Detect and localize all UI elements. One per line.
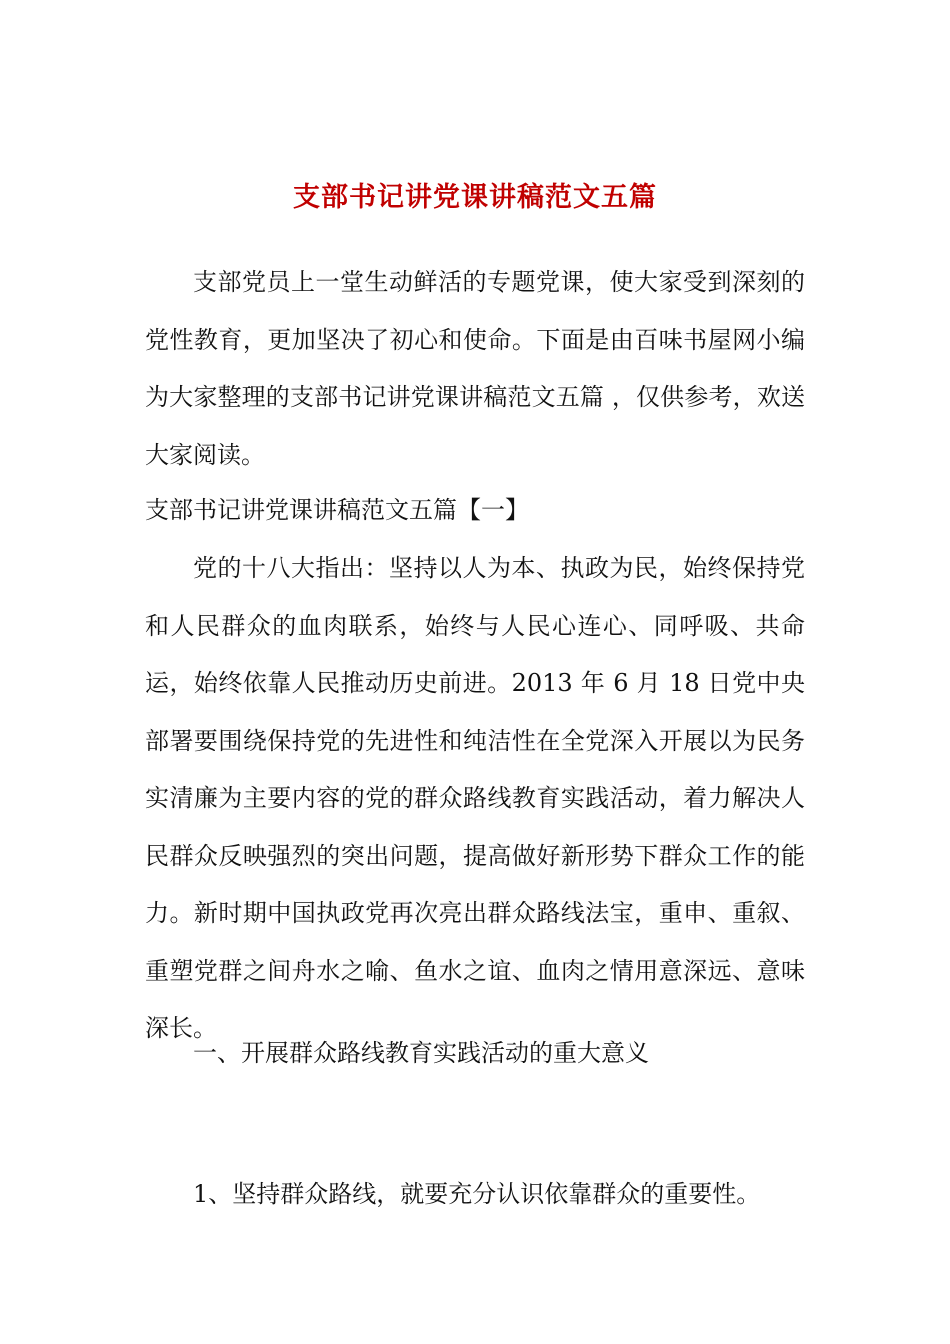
document-title: 支部书记讲党课讲稿范文五篇 (293, 182, 657, 213)
subsection-heading: 一、开展群众路线教育实践活动的重大意义 (193, 1039, 649, 1067)
section-heading-1: 支部书记讲党课讲稿范文五篇【一】 (145, 496, 529, 524)
body-paragraph-1: 党的十八大指出：坚持以人为本、执政为民，始终保持党和人民群众的血肉联系，始终与人民心连心、同呼吸、共命运，始终依靠人民推动历史前进。2013 年 6 月 18 日党中央部署要围绕保持党的先进性和纯洁性在全党深入开展以为民务实清廉为主要内容的党的群众路线教育实践活动，着力解决人民群众反映强烈的突出问题，提高做好新形势下群众工作的能力。新时期中国执政党再次亮出群众路线法宝，重申、重叙、重塑党群之间舟水之喻、鱼水之谊、血肉之情用意深远、意味深长。 (145, 554, 805, 1042)
intro-paragraph: 支部党员上一堂生动鲜活的专题党课，使大家受到深刻的党性教育，更加坚决了初心和使命。下面是由百味书屋网小编为大家整理的支部书记讲党课讲稿范文五篇 ，仅供参考，欢送大家阅读。 (145, 268, 805, 469)
point-paragraph-1: 1、坚持群众路线，就要充分认识依靠群众的重要性。 (193, 1180, 761, 1208)
